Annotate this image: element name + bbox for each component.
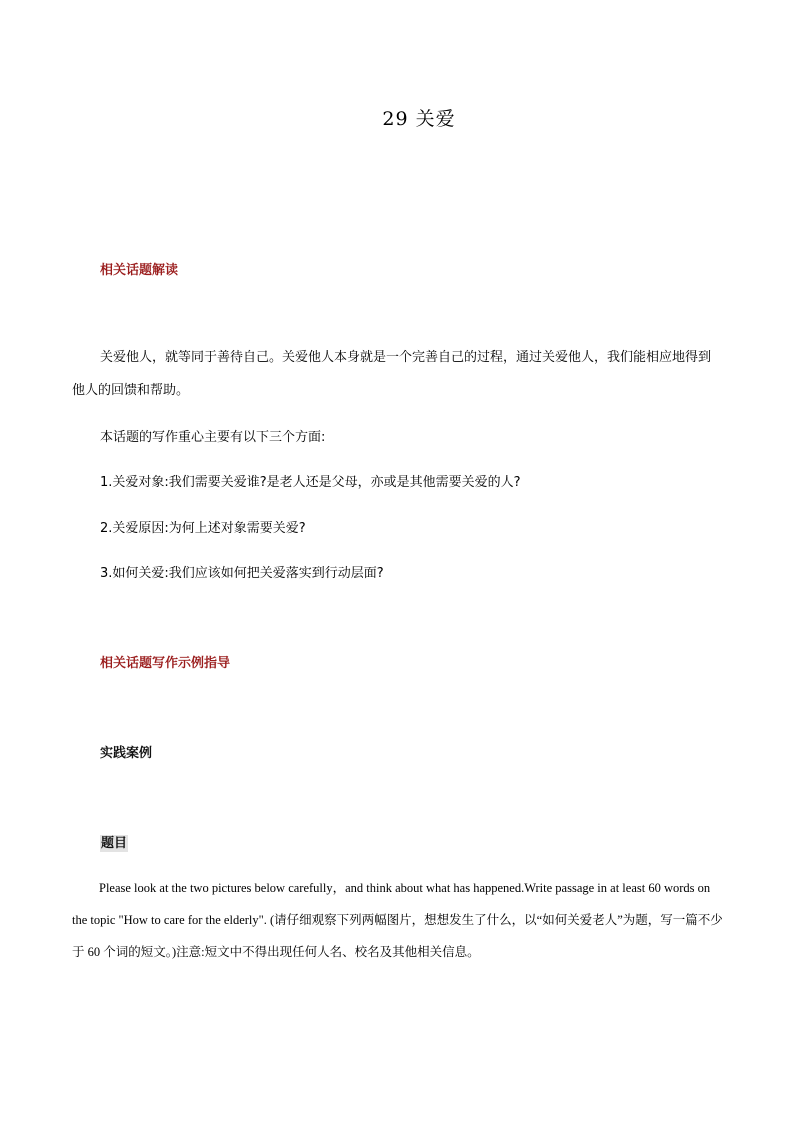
section-heading-topic-interpretation: 相关话题解读 — [100, 263, 179, 278]
topic-label-text: 题目 — [101, 836, 128, 851]
focus-intro: 本话题的写作重心主要有以下三个方面: — [100, 430, 326, 445]
point-1: 1.关爱对象:我们需要关爱谁?是老人还是父母，亦或是其他需要关爱的人? — [100, 475, 521, 490]
intro-paragraph: 关爱他人，就等同于善待自己。关爱他人本身就是一个完善自己的过程，通过关爱他人，我们能相应地得到他人的回馈和帮助。 — [72, 350, 712, 398]
point-3: 3.如何关爱:我们应该如何把关爱落实到行动层面? — [100, 566, 384, 581]
topic-label — [100, 832, 128, 851]
section-heading-writing-guide: 相关话题写作示例指导 — [100, 656, 231, 671]
task-instructions: Please look at the two pictures below carefully，and think about what has happened.Write passage in at least 60 words on the topic "How to care for the elderly". (请仔细观察下列两幅图片，想想发生了什么，以“如何关爱老人”为题，写一篇不少于 60 个词的短文。)注意:短文中不得出现任何人名、校名及其他相关信息。 — [72, 881, 723, 959]
practice-case-heading: 实践案例 — [100, 746, 153, 761]
point-2: 2.关爱原因:为何上述对象需要关爱? — [100, 521, 306, 536]
page-title: 29 关爱 — [382, 108, 456, 130]
